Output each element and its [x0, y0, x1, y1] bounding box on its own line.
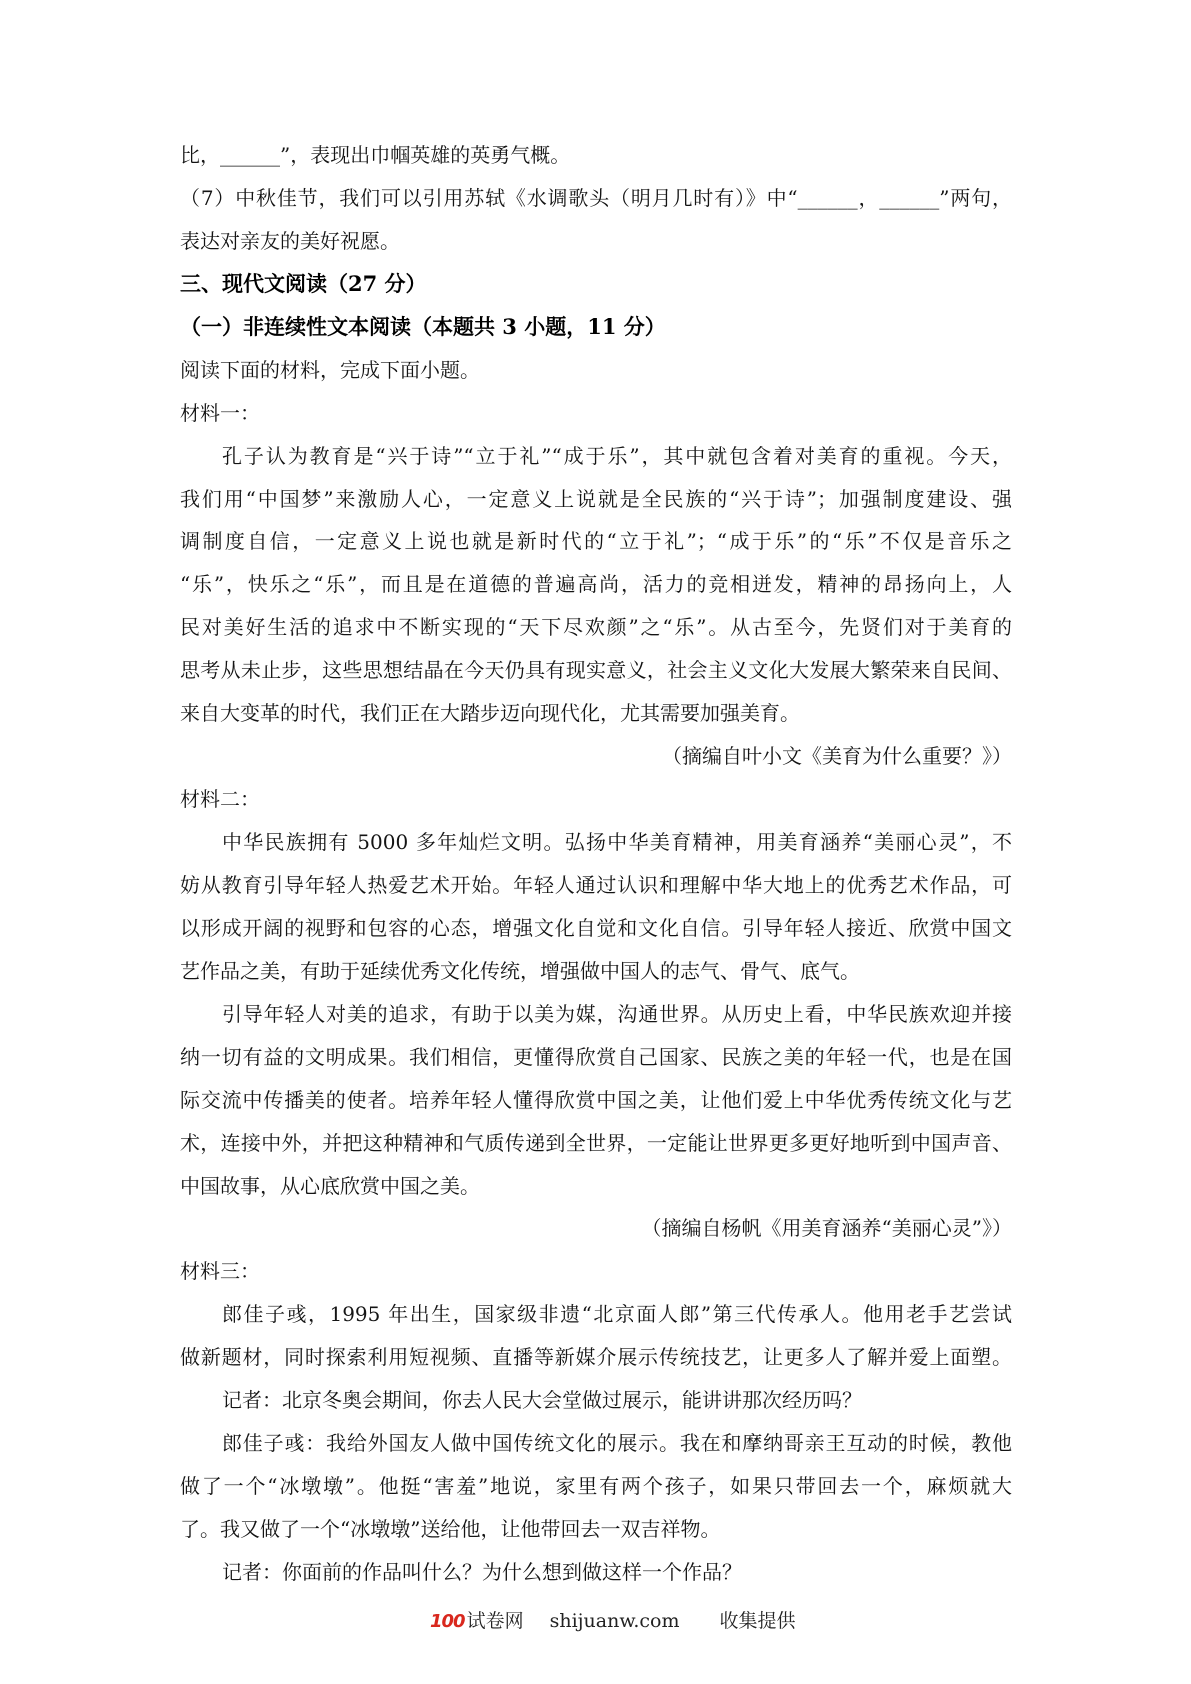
page-footer: [430, 1607, 796, 1635]
site-name: 试卷网: [466, 1610, 524, 1632]
paragraph-line: 郎佳子彧，1995 年出生，国家级非遗“北京面人郎”第三代传承人。他用老手艺尝试: [222, 1302, 1012, 1327]
subsection-title: （一）非连续性文本阅读（本题共 3 小题，11 分）: [180, 313, 666, 339]
fill-in-line-previous: 比，______”，表现出巾帼英雄的英勇气概。: [180, 143, 571, 167]
material-1-paragraph-1: [180, 435, 1012, 736]
material-3-paragraph-3: [180, 1422, 1012, 1551]
paragraph-line: 孔子认为教育是“兴于诗”“立于礼”“成于乐”，其中就包含着对美育的重视。今天，: [222, 443, 1012, 468]
interview-question-line: 记者：北京冬奥会期间，你去人民大会堂做过展示，能讲讲那次经历吗？: [222, 1388, 862, 1413]
material-2-source: （摘编自杨帆《用美育涵养“美丽心灵”》）: [641, 1216, 1012, 1241]
paragraph-line: 调制度自信，一定意义上说也就是新时代的“立于礼”；“成于乐”的“乐”不仅是音乐之: [180, 529, 1012, 554]
interview-question-line: 记者：你面前的作品叫什么？为什么想到做这样一个作品？: [222, 1559, 742, 1584]
paragraph-line: 中国故事，从心底欣赏中国之美。: [180, 1173, 480, 1198]
paragraph-line: 艺作品之美，有助于延续优秀文化传统，增强做中国人的志气、骨气、底气。: [180, 958, 860, 983]
paragraph-line: 术，连接中外，并把这种精神和气质传递到全世界，一定能让世界更多更好地听到中国声音、: [180, 1130, 1012, 1155]
instruction-text: 阅读下面的材料，完成下面小题。: [180, 357, 480, 382]
interview-answer-line: 了。我又做了一个“冰墩墩”送给他，让他带回去一双吉祥物。: [180, 1517, 721, 1541]
material-2-label: 材料二：: [180, 787, 260, 812]
paragraph-line: 妨从教育引导年轻人热爱艺术开始。年轻人通过认识和理解中华大地上的优秀艺术作品，可: [180, 872, 1012, 897]
paragraph-line: 引导年轻人对美的追求，有助于以美为媒，沟通世界。从历史上看，中华民族欢迎并接: [222, 1001, 1012, 1026]
paragraph-line: “乐”，快乐之“乐”，而且是在道德的普遍高尚，活力的竞相迸发，精神的昂扬向上，人: [180, 572, 1012, 597]
fill-in-item-7-line: 表达对亲友的美好祝愿。: [180, 228, 400, 253]
material-1-source: （摘编自叶小文《美育为什么重要？》）: [662, 744, 1012, 769]
material-3-label: 材料三：: [180, 1259, 260, 1284]
paragraph-line: 中华民族拥有 5000 多年灿烂文明。弘扬中华美育精神，用美育涵养“美丽心灵”，不: [222, 830, 1012, 854]
site-logo: 100: [430, 1611, 465, 1632]
paragraph-line: 来自大变革的时代，我们正在大踏步迈向现代化，尤其需要加强美育。: [180, 701, 800, 726]
material-2-paragraph-1: [180, 821, 1012, 993]
material-2-paragraph-2: [180, 993, 1012, 1208]
paragraph-line: 做新题材，同时探索利用短视频、直播等新媒介展示传统技艺，让更多人了解并爱上面塑。: [180, 1345, 1012, 1370]
paragraph-line: 纳一切有益的文明成果。我们相信，更懂得欣赏自己国家、民族之美的年轻一代，也是在国: [180, 1044, 1012, 1069]
material-3-paragraph-2: [180, 1379, 1012, 1422]
footer-note: 收集提供: [719, 1610, 796, 1632]
page-content: [180, 134, 1012, 1594]
material-3-paragraph-1: [180, 1293, 1012, 1379]
paragraph-line: 我们用“中国梦”来激励人心，一定意义上说就是全民族的“兴于诗”；加强制度建设、强: [180, 486, 1012, 511]
fill-in-item-7-line: （7）中秋佳节，我们可以引用苏轼《水调歌头（明月几时有）》中“______，______”两句，: [180, 185, 1012, 210]
paragraph-line: 民对美好生活的追求中不断实现的“天下尽欢颜”之“乐”。从古至今，先贤们对于美育的: [180, 615, 1012, 640]
interview-answer-line: 做了一个“冰墩墩”。他挺“害羞”地说，家里有两个孩子，如果只带回去一个，麻烦就大: [180, 1474, 1012, 1499]
material-3-paragraph-4: [180, 1551, 1012, 1594]
interview-answer-line: 郎佳子彧：我给外国友人做中国传统文化的展示。我在和摩纳哥亲王互动的时候，教他: [222, 1431, 1012, 1456]
paragraph-line: 思考从未止步，这些思想结晶在今天仍具有现实意义，社会主义文化大发展大繁荣来自民间、: [180, 658, 1012, 683]
paragraph-line: 以形成开阔的视野和包容的心态，增强文化自觉和文化自信。引导年轻人接近、欣赏中国文: [180, 915, 1012, 940]
material-1-label: 材料一：: [180, 400, 260, 425]
paragraph-line: 际交流中传播美的使者。培养年轻人懂得欣赏中国之美，让他们爱上中华优秀传统文化与艺: [180, 1087, 1012, 1112]
site-url: shijuanw.com: [549, 1610, 680, 1632]
section-title: 三、现代文阅读（27 分）: [180, 270, 427, 296]
